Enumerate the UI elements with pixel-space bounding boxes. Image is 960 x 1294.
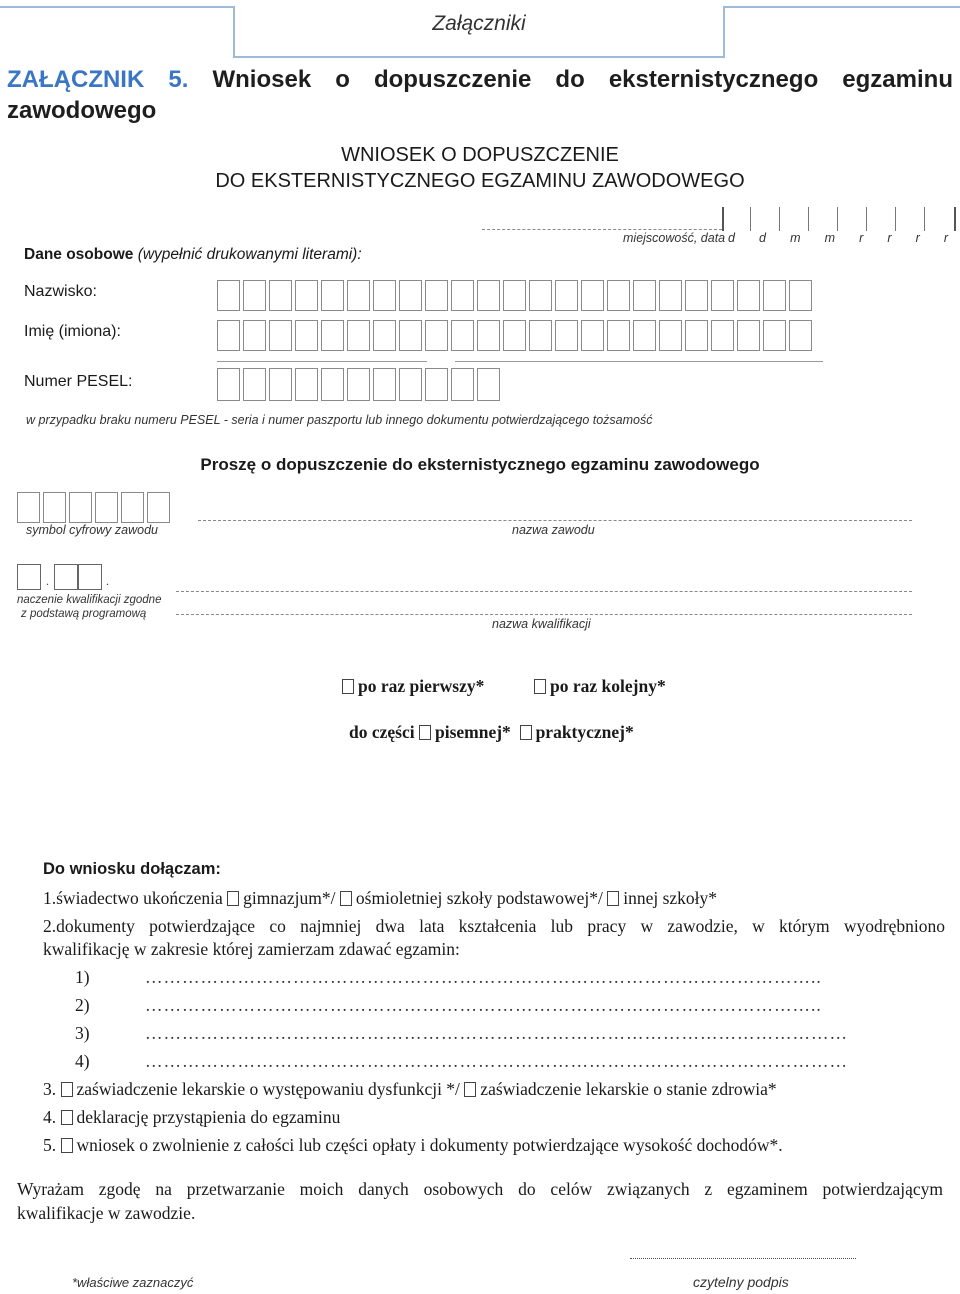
letter-box[interactable] [607,320,630,351]
item5-prefix: 5. [43,1135,57,1155]
qualification-name-label: nazwa kwalifikacji [492,617,591,631]
personal-hint: (wypełnić drukowanymi literami): [137,246,362,263]
item4-prefix: 4. [43,1107,57,1127]
occupation-symbol-field[interactable] [17,492,173,523]
item1-opt2: ośmioletniej szkoły podstawowej*/ [355,888,603,908]
letter-box[interactable] [607,280,630,311]
sub-item-number: 4) [75,1051,90,1071]
letter-box[interactable] [373,368,396,401]
pesel-field[interactable] [217,368,503,401]
attachment-item-3 [43,1075,777,1103]
place-line[interactable] [482,229,722,230]
consent-line1: Wyrażam zgodę na przetwarzanie moich danych osobowych do celów związanych z egzaminem potwierdzającym [17,1179,943,1199]
date-letters [728,231,948,245]
letter-box[interactable] [789,320,812,351]
sub-item-dotline[interactable]: …………………………………………………………………………………………………… [145,1023,848,1043]
occupation-name-line[interactable] [198,520,912,521]
attachment-item-1 [43,884,717,912]
letter-box[interactable] [243,280,266,311]
letter-box[interactable] [763,320,786,351]
names-label: Imię (imiona): [24,323,121,340]
footer-note: *właściwe zaznaczyć [72,1275,194,1290]
sub-item-dotline[interactable]: ……………………………………………………………………………………………….. [145,995,822,1015]
part-label: do części [349,722,415,742]
letter-box[interactable] [399,368,422,401]
letter-box[interactable] [347,280,370,311]
letter-box[interactable] [451,320,474,351]
letter-box[interactable] [243,368,266,401]
letter-box[interactable] [321,320,344,351]
letter-box[interactable] [659,280,682,311]
checkbox-icon[interactable] [520,725,532,740]
letter-box[interactable] [685,320,708,351]
letter-box[interactable] [555,320,578,351]
date-letter: d [759,231,766,245]
letter-box[interactable] [659,320,682,351]
item1-opt3: innej szkoły* [623,888,718,908]
attempt-first-option[interactable] [342,676,484,697]
checkbox-icon[interactable] [607,891,619,906]
checkbox-icon[interactable] [464,1082,476,1097]
letter-box[interactable] [321,368,344,401]
sub-item-dotline[interactable]: ……………………………………………………………………………………………….. [145,967,822,987]
next-time-label: po raz kolejny* [550,676,666,696]
qualification-box-2[interactable] [54,564,78,590]
annex-title [7,62,953,98]
annex-title-part1: Wniosek o dopuszczenie do eksternistycznego egzaminu [212,66,953,93]
qualification-symbol-label-2: z podstawą programową [21,608,147,620]
letter-box[interactable] [347,320,370,351]
letter-box[interactable] [737,280,760,311]
sub-item-number: 2) [75,995,90,1015]
letter-box[interactable] [243,320,266,351]
header-line-left [0,6,233,8]
item3-opt1: zaświadczenie lekarskie o występowaniu dysfunkcji */ [76,1079,460,1099]
request-text: Proszę o dopuszczenie do eksternistycznego egzaminu zawodowego [200,455,760,474]
checkbox-icon[interactable] [340,891,352,906]
letter-box[interactable] [347,368,370,401]
occupation-symbol-label: symbol cyfrowy zawodu [26,523,158,537]
letter-box[interactable] [451,368,474,401]
sub-item-number: 1) [75,967,90,987]
personal-data-label [24,246,362,264]
letter-box[interactable] [503,320,526,351]
occupation-name-label: nazwa zawodu [512,523,595,537]
pesel-label: Numer PESEL: [24,373,133,390]
qualification-box-3[interactable] [78,564,102,590]
letter-box[interactable] [477,368,500,401]
letter-box[interactable] [581,320,604,351]
letter-box[interactable] [581,280,604,311]
qualification-box-1[interactable] [17,564,41,590]
signature-label: czytelny podpis [693,1274,789,1290]
date-letter: m [790,231,801,245]
item3-opt2: zaświadczenie lekarskie o stanie zdrowia* [480,1079,777,1099]
item5-text: wniosek o zwolnienie z całości lub części opłaty i dokumenty potwierdzające wysokość dochodów*. [76,1135,783,1155]
place-date-label: miejscowość, data [623,231,726,245]
names-divider [455,361,823,362]
letter-box[interactable] [477,280,500,311]
letter-box[interactable] [43,492,66,523]
attachment-item-4 [43,1103,340,1131]
header-line-right [725,6,960,8]
signature-line[interactable] [630,1258,856,1259]
practical-label: praktycznej* [535,722,634,742]
letter-box[interactable] [633,280,656,311]
letter-box[interactable] [529,320,552,351]
first-time-label: po raz pierwszy* [358,676,485,696]
checkbox-icon[interactable] [342,679,354,694]
qualification-symbol-label-1: naczenie kwalifikacji zgodne [17,594,162,606]
sub-item-number: 3) [75,1023,90,1043]
item1-opt1: gimnazjum*/ [243,888,336,908]
written-label: pisemnej* [434,722,511,742]
surname-field[interactable] [217,280,815,311]
letter-box[interactable] [295,368,318,401]
personal-label: Dane osobowe [24,246,134,263]
checkbox-icon[interactable] [227,891,239,906]
letter-box[interactable] [321,280,344,311]
checkbox-icon[interactable] [534,679,546,694]
letter-box[interactable] [295,280,318,311]
form-title-line1: WNIOSEK O DOPUSZCZENIE [341,144,619,166]
attachment-item-2-line1: 2.dokumenty potwierdzające co najmniej dwa lata kształcenia lub pracy w zawodzie, w którym wyodrębniono [43,916,945,936]
names-field[interactable] [217,320,815,351]
date-letter: r [943,231,948,245]
checkbox-icon[interactable] [419,725,431,740]
letter-box[interactable] [425,280,448,311]
qualification-name-line[interactable] [176,614,912,615]
letter-box[interactable] [95,492,118,523]
letter-box[interactable] [217,280,240,311]
attempt-next-option[interactable] [534,676,666,697]
date-letter: r [887,231,892,245]
letter-box[interactable] [789,280,812,311]
checkbox-icon[interactable] [61,1138,73,1153]
attachments-heading: Do wniosku dołączam: [43,860,221,878]
item1-prefix: 1.świadectwo ukończenia [43,888,223,908]
letter-box[interactable] [763,280,786,311]
letter-box[interactable] [737,320,760,351]
letter-box[interactable] [399,280,422,311]
letter-box[interactable] [711,280,734,311]
letter-box[interactable] [217,320,240,351]
attachment-item-5 [43,1131,783,1159]
sub-item-dotline[interactable]: …………………………………………………………………………………………………… [145,1051,848,1071]
qualification-name-line[interactable] [176,591,912,592]
letter-box[interactable] [399,320,422,351]
letter-box[interactable] [477,320,500,351]
letter-box[interactable] [17,492,40,523]
letter-box[interactable] [147,492,170,523]
item4-text: deklarację przystąpienia do egzaminu [76,1107,341,1127]
letter-box[interactable] [269,280,292,311]
letter-box[interactable] [451,280,474,311]
letter-box[interactable] [425,320,448,351]
checkbox-icon[interactable] [61,1110,73,1125]
consent-line2: kwalifikacje w zawodzie. [17,1203,196,1223]
header-title: Załączniki [432,12,526,35]
letter-box[interactable] [425,368,448,401]
letter-box[interactable] [529,280,552,311]
letter-box[interactable] [711,320,734,351]
letter-box[interactable] [295,320,318,351]
date-letter: m [824,231,835,245]
checkbox-icon[interactable] [61,1082,73,1097]
letter-box[interactable] [373,320,396,351]
pesel-note: w przypadku braku numeru PESEL - seria i numer paszportu lub innego dokumentu potwierdzającego tożsamość [26,413,653,427]
date-box-dividers [722,207,925,231]
letter-box[interactable] [373,280,396,311]
letter-box[interactable] [685,280,708,311]
attachment-item-2-line2: kwalifikację w zakresie której zamierzam zdawać egzamin: [43,939,460,959]
names-divider [217,361,427,362]
letter-box[interactable] [69,492,92,523]
letter-box[interactable] [269,320,292,351]
form-title-line2: DO EKSTERNISTYCZNEGO EGZAMINU ZAWODOWEGO [215,170,745,192]
letter-box[interactable] [121,492,144,523]
date-letter: r [859,231,864,245]
letter-box[interactable] [217,368,240,401]
surname-label: Nazwisko: [24,283,97,300]
date-letter: r [915,231,920,245]
letter-box[interactable] [269,368,292,401]
letter-box[interactable] [555,280,578,311]
annex-number: ZAŁĄCZNIK 5. [7,66,189,93]
exam-part-row [349,722,634,743]
date-letter: d [728,231,735,245]
annex-title-part2: zawodowego [7,97,157,124]
letter-box[interactable] [503,280,526,311]
item3-prefix: 3. [43,1079,57,1099]
letter-box[interactable] [633,320,656,351]
